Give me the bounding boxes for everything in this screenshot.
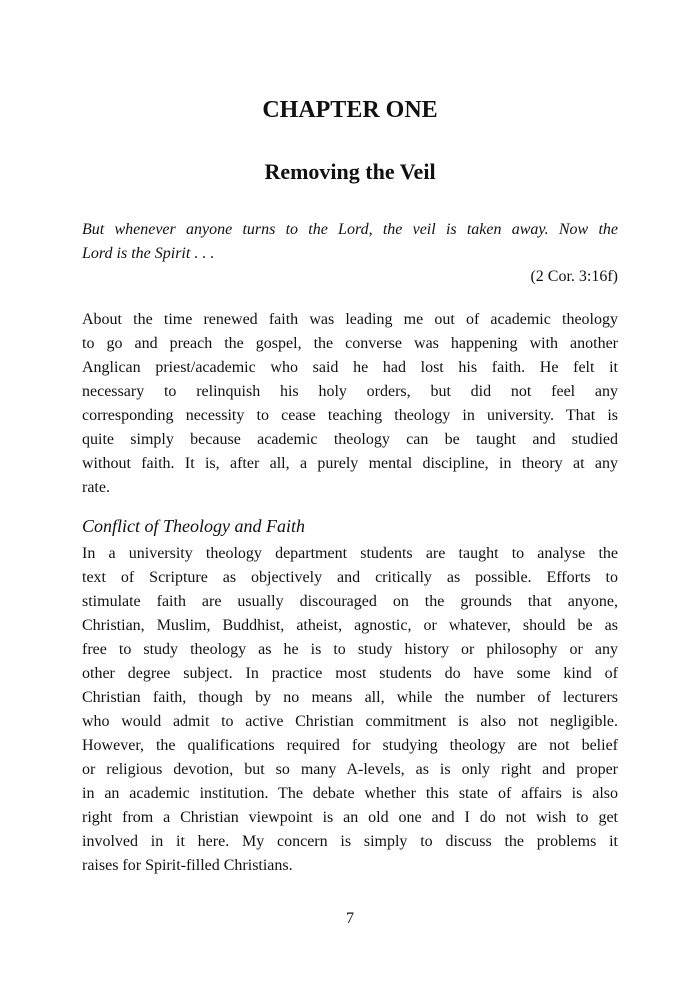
paragraph-line: necessary to relinquish his holy orders, but did not feel any — [82, 383, 618, 400]
paragraph-line: raises for Spirit-filled Christians. — [82, 857, 293, 874]
paragraph-line: free to study theology as he is to study history or philosophy or any — [82, 641, 618, 658]
chapter-subtitle: Removing the Veil — [264, 159, 436, 184]
epigraph-citation: (2 Cor. 3:16f) — [530, 268, 618, 285]
body-paragraph-2 — [82, 542, 618, 878]
body-paragraph-1 — [82, 308, 618, 500]
paragraph-line: rate. — [82, 479, 110, 496]
paragraph-line: other degree subject. In practice most students do have some kind of — [82, 665, 618, 682]
paragraph-line: stimulate faith are usually discouraged on the grounds that anyone, — [82, 593, 618, 610]
paragraph-line: who would admit to active Christian commitment is also not negligible. — [82, 713, 618, 730]
epigraph-quote — [82, 218, 618, 266]
epigraph-line: But whenever anyone turns to the Lord, the veil is taken away. Now the — [82, 221, 618, 238]
paragraph-line: quite simply because academic theology can be taught and studied — [82, 431, 618, 448]
paragraph-line: Christian, Muslim, Buddhist, atheist, agnostic, or whatever, should be as — [82, 617, 618, 634]
paragraph-line: or religious devotion, but so many A-levels, as is only right and proper — [82, 761, 618, 778]
paragraph-line: text of Scripture as objectively and critically as possible. Efforts to — [82, 569, 618, 586]
paragraph-line: in an academic institution. The debate whether this state of affairs is also — [82, 785, 618, 802]
paragraph-line: corresponding necessity to cease teaching theology in university. That is — [82, 407, 618, 424]
page-number: 7 — [346, 910, 354, 927]
paragraph-line: to go and preach the gospel, the converse was happening with another — [82, 335, 618, 352]
paragraph-line: right from a Christian viewpoint is an old one and I do not wish to get — [82, 809, 618, 826]
paragraph-line: involved in it here. My concern is simply to discuss the problems it — [82, 833, 618, 850]
paragraph-line: Anglican priest/academic who said he had lost his faith. He felt it — [82, 359, 618, 376]
paragraph-line: However, the qualifications required for studying theology are not belief — [82, 737, 618, 754]
paragraph-line: In a university theology department students are taught to analyse the — [82, 545, 618, 562]
book-page — [82, 0, 618, 991]
section-heading: Conflict of Theology and Faith — [82, 516, 305, 536]
paragraph-line: About the time renewed faith was leading me out of academic theology — [82, 311, 618, 328]
paragraph-line: without faith. It is, after all, a purely mental discipline, in theory at any — [82, 455, 618, 472]
epigraph-line: Lord is the Spirit . . . — [82, 245, 215, 262]
chapter-title: CHAPTER ONE — [262, 97, 438, 123]
paragraph-line: Christian faith, though by no means all, while the number of lecturers — [82, 689, 618, 706]
